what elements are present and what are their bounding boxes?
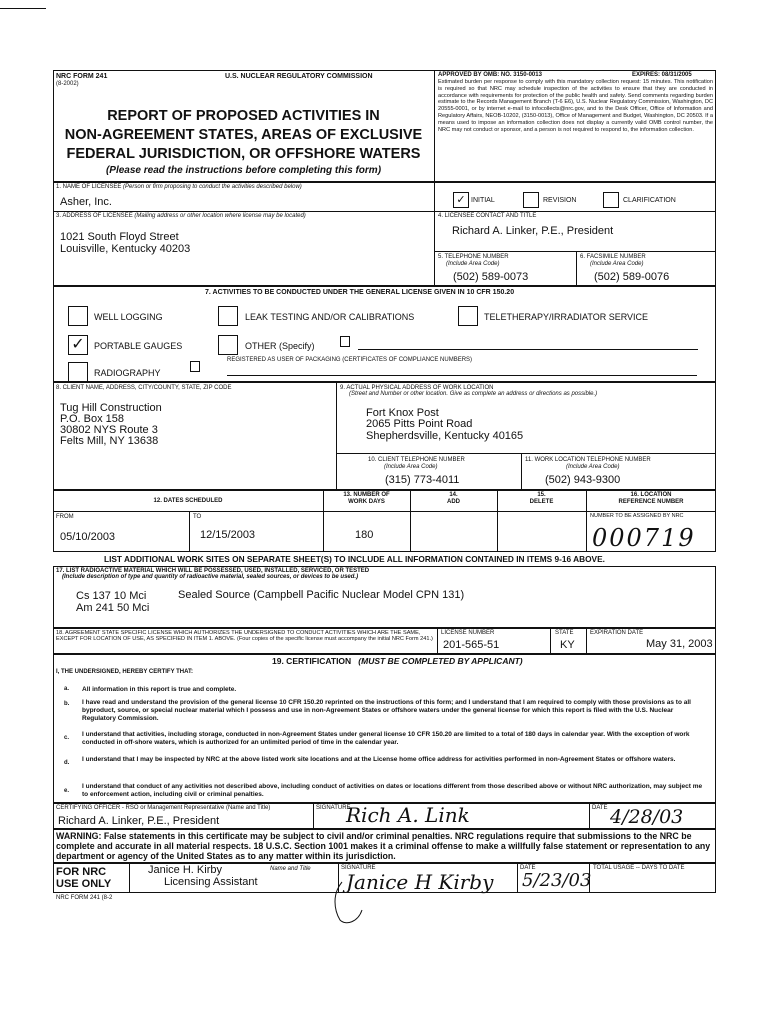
other-label: OTHER (Specify)	[245, 341, 315, 351]
radiography-small-box[interactable]	[190, 361, 200, 372]
rule	[336, 453, 716, 454]
to-date: 12/15/2003	[200, 529, 256, 541]
client-line-3: 30802 NYS Route 3	[60, 424, 158, 436]
rule	[53, 211, 434, 212]
ref-header-1: 16. LOCATION	[630, 492, 672, 498]
dates-header: 12. DATES SCHEDULED	[153, 498, 223, 504]
certification-title: 19. CERTIFICATION	[272, 656, 352, 666]
work-location-line-2: 2065 Pitts Point Road	[366, 418, 473, 430]
item-e-letter: e.	[64, 788, 70, 794]
signature-date-label: DATE	[592, 805, 608, 811]
client-phone-note: (Include Area Code)	[384, 464, 438, 470]
telephone-label: 5. TELEPHONE NUMBER	[438, 254, 509, 260]
nrc-use-label-2: USE ONLY	[56, 878, 112, 890]
omb-expires: EXPIRES: 08/31/2005	[632, 72, 692, 78]
portable-check-icon: ✓	[71, 336, 85, 353]
revision-label: REVISION	[543, 197, 577, 204]
agency-name: U.S. NUCLEAR REGULATORY COMMISSION	[225, 73, 373, 80]
portable-gauges-checkbox[interactable]	[68, 335, 88, 355]
applicant-signature: Rich A. Link	[346, 803, 470, 827]
license-number-label: LICENSE NUMBER	[441, 630, 495, 636]
rule	[521, 453, 522, 490]
rule	[434, 211, 716, 212]
licensee-label-note: (Person or firm proposing to conduct the activities described below)	[123, 184, 302, 190]
address-label-note: (Mailing address or other location where license may be located)	[134, 213, 306, 219]
total-usage-label: TOTAL USAGE -- DAYS TO DATE	[593, 865, 685, 871]
fax-note: (Include Area Code)	[590, 261, 644, 267]
client-line-1: Tug Hill Construction	[60, 402, 162, 414]
cert-item-e: I understand that conduct of any activities not described above, including conduct of activities on dates or locations different from those described above or without NRC authorization, may subject me to enforcement action, including civil or criminal penalties.	[82, 783, 703, 798]
client-phone-value: (315) 773-4011	[385, 474, 460, 486]
fax-value: (502) 589-0076	[594, 271, 670, 283]
days-header-1: 13. NUMBER OF	[343, 492, 390, 498]
item-c-letter: c.	[64, 735, 70, 741]
rule	[129, 863, 130, 893]
officer-label: CERTIFYING OFFICER - RSO or Management Representative (Name and Title)	[56, 805, 271, 811]
warning-text: WARNING: False statements in this certificate may be subject to civil and/or criminal penalties. NRC regulations require that submissions to the NRC be complete and accurate in all material respects. 18 U.S.C. Section 1001 makes it a criminal offense to make a willfully false statement or representation to any department or agency of the United States as to any matter within its jurisdiction.	[56, 831, 711, 861]
cert-item-c: I understand that activities, including storage, conducted in non-Agreement States under general license 10 CFR 150.20 are limited to a total of 180 days in calendar year. With the exception of work conducted in off-shore waters, which is authorized for an unlimited period of time in the calendar year.	[82, 731, 690, 746]
add-header-1: 14.	[449, 492, 458, 498]
form-title	[53, 107, 434, 164]
state-value: KY	[560, 639, 575, 651]
item-b-letter: b.	[64, 701, 70, 707]
additional-sites-note: LIST ADDITIONAL WORK SITES ON SEPARATE SHEET(S) TO INCLUDE ALL INFORMATION CONTAINED IN ITEMS 9-16 ABOVE.	[104, 554, 605, 564]
from-label: FROM	[56, 514, 74, 520]
telephone-value: (502) 589-0073	[453, 271, 529, 283]
clarification-label: CLARIFICATION	[623, 197, 676, 204]
registered-line[interactable]	[227, 375, 697, 376]
form-footer: NRC FORM 241 (8-2	[56, 895, 113, 901]
expiration-value: May 31, 2003	[646, 638, 713, 650]
rule	[589, 803, 590, 829]
ref-label: NUMBER TO BE ASSIGNED BY NRC	[590, 513, 684, 519]
omb-burden-text: Estimated burden per response to comply with this mandatory collection request: 15 minutes. This notification is required so that NRC may schedule inspection of the activities to ensure that they are conducted in accordance with requirements for protection of the public health and safety. Send comments regarding burden estimate to the Records Management Branch (T-6 E6), U.S. Nuclear Regulatory Commission, Washington, DC 20555-0001, or by internet e-mail to infocollects@nrc.gov, and to the Desk Officer, Office of Information and Regulatory Affairs, NEOB-10202, (3150-0013), Office of Management and Budget, Washington, DC 20503. If a means used to impose an information collection does not display a currently valid OMB control number, the NRC may not conduct or sponsor, and a person is not required to respond to, the information collection.	[438, 79, 713, 133]
rule	[434, 251, 716, 252]
signature-label: SIGNATURE	[316, 805, 351, 811]
agreement-label: 18. AGREEMENT STATE SPECIFIC LICENSE WHICH AUTHORIZES THE UNDERSIGNED TO CONDUCT ACTIVITIES WHICH ARE THE SAME, EXCEPT FOR LOCATION OF USE, AS SPECIFIED IN ITEM 1. ABOVE. (Four copies of the specific license must accompany the initial NRC Form 241.)	[56, 630, 433, 643]
work-phone-value: (502) 943-9300	[545, 474, 621, 486]
delete-header-1: 15.	[537, 492, 546, 498]
nrc-use-label	[56, 866, 111, 890]
title-line-1: REPORT OF PROPOSED ACTIVITIES IN	[107, 108, 380, 124]
licensee-divider	[434, 182, 435, 286]
form-number: NRC FORM 241	[56, 73, 108, 80]
nrc-signature-label: SIGNATURE	[341, 865, 376, 871]
form-revision: (8-2002)	[56, 81, 79, 87]
item-a-letter: a.	[64, 686, 70, 692]
rule	[576, 251, 577, 286]
to-label: TO	[193, 514, 202, 520]
leak-testing-label: LEAK TESTING AND/OR CALIBRATIONS	[245, 312, 415, 322]
revision-checkbox[interactable]	[523, 192, 539, 208]
ref-header-2: REFERENCE NUMBER	[618, 499, 684, 505]
add-header-2: ADD	[447, 499, 460, 505]
nrc-use-label-1: FOR NRC	[56, 866, 107, 878]
nrc-date-value: 5/23/03	[522, 870, 592, 891]
title-line-2: NON-AGREEMENT STATES, AREAS OF EXCLUSIVE	[64, 127, 423, 143]
other-small-box[interactable]	[340, 336, 350, 347]
nrc-name-value: Janice H. Kirby	[148, 864, 222, 876]
certification-intro: I, THE UNDERSIGNED, HEREBY CERTIFY THAT:	[56, 669, 194, 675]
rule	[53, 511, 716, 512]
nrc-signature: Janice H Kirby	[346, 870, 494, 894]
materials-label: 17. LIST RADIOACTIVE MATERIAL WHICH WILL BE POSSESSED, USED, INSTALLED, SERVICED, OR TESTED	[56, 568, 370, 574]
nrc-title-value: Licensing Assistant	[164, 876, 258, 888]
work-location-label: 9. ACTUAL PHYSICAL ADDRESS OF WORK LOCATION	[340, 385, 494, 391]
rule	[313, 803, 314, 829]
officer-value: Richard A. Linker, P.E., President	[58, 815, 220, 827]
address-label	[56, 213, 306, 220]
work-phone-note: (Include Area Code)	[566, 464, 620, 470]
well-logging-label: WELL LOGGING	[94, 312, 163, 322]
well-logging-checkbox[interactable]	[68, 306, 88, 326]
cert-item-d: I understand that I may be inspected by NRC at the above listed work site locations and at the License home office address for activities performed in non-Agreement States or offshore waters.	[82, 756, 676, 763]
days-header-2: WORK DAYS	[348, 499, 385, 505]
teletherapy-checkbox[interactable]	[458, 306, 478, 326]
address-line-1: 1021 South Floyd Street	[60, 231, 179, 243]
contact-value: Richard A. Linker, P.E., President	[452, 225, 614, 237]
omb-approved: APPROVED BY OMB: NO. 3150-0013	[438, 72, 542, 78]
initial-label: INITIAL	[471, 197, 495, 204]
certification-note: (MUST BE COMPLETED BY APPLICANT)	[358, 656, 523, 666]
rule	[586, 628, 587, 654]
client-line-4: Felts Mill, NY 13638	[60, 435, 159, 447]
work-location-line-3: Shepherdsville, Kentucky 40165	[366, 430, 524, 442]
material-line-2: Am 241 50 Mci	[76, 602, 150, 614]
ref-number: 000719	[592, 524, 696, 552]
rule	[189, 511, 190, 552]
nrc-name-label: Name and Title	[270, 866, 311, 872]
address-line-2: Louisville, Kentucky 40203	[60, 243, 191, 255]
rule	[550, 628, 551, 654]
cert-item-a: All information in this report is true and complete.	[82, 686, 237, 693]
initial-check-icon: ✓	[456, 194, 466, 206]
signature-date-value: 4/28/03	[610, 806, 684, 828]
leak-testing-checkbox[interactable]	[218, 306, 238, 326]
rule	[336, 382, 337, 490]
certification-section	[53, 654, 716, 803]
certification-header	[272, 657, 523, 665]
cert-item-b: I have read and understand the provision of the general license 10 CFR 150.20 reprinted on the instructions of this form; and I understand that I am required to comply with those provisions as to all byproduct, source, or special nuclear material which I possess and use in non-Agreement States or offshore waters under the general license for which this report is filed with the U.S. Nuclear Regulatory Commission.	[82, 699, 691, 722]
teletherapy-label: TELETHERAPY/IRRADIATOR SERVICE	[484, 312, 649, 322]
state-label: STATE	[555, 630, 574, 636]
material-line-1: Cs 137 10 Mci	[76, 590, 147, 602]
address-label-text: 3. ADDRESS OF LICENSEE	[56, 213, 133, 219]
other-specify-line[interactable]	[358, 349, 698, 350]
initial-checkbox[interactable]	[453, 192, 469, 208]
header-divider	[434, 70, 435, 182]
license-number-value: 201-565-51	[443, 639, 500, 651]
fax-label: 6. FACSIMILE NUMBER	[580, 254, 646, 260]
expiration-label: EXPIRATION DATE	[590, 630, 644, 636]
materials-note: (Include description of type and quantity of radioactive material, sealed sources, or devices to be used.)	[62, 574, 359, 580]
delete-header-2: DELETE	[529, 499, 554, 505]
from-date: 05/10/2003	[60, 531, 116, 543]
clarification-checkbox[interactable]	[603, 192, 619, 208]
work-location-note: (Street and Number or other location. Give as complete an address or directions as possible.)	[349, 391, 598, 397]
work-phone-label: 11. WORK LOCATION TELEPHONE NUMBER	[525, 457, 651, 463]
contact-label: 4. LICENSEE CONTACT AND TITLE	[438, 213, 537, 219]
client-phone-label: 10. CLIENT TELEPHONE NUMBER	[368, 457, 465, 463]
item-d-letter: d.	[64, 760, 70, 766]
licensee-label	[56, 184, 302, 191]
top-mark	[0, 8, 46, 9]
licensee-name: Asher, Inc.	[60, 196, 112, 208]
rule	[517, 863, 518, 893]
nrc-date-label: DATE	[520, 865, 536, 871]
other-checkbox[interactable]	[218, 335, 238, 355]
work-days-value: 180	[355, 529, 374, 541]
activities-header: 7. ACTIVITIES TO BE CONDUCTED UNDER THE GENERAL LICENSE GIVEN IN 10 CFR 150.20	[205, 289, 515, 296]
licensee-label-text: 1. NAME OF LICENSEE	[56, 184, 122, 190]
title-line-3: FEDERAL JURISDICTION, OR OFFSHORE WATERS	[66, 146, 421, 162]
client-line-2: P.O. Box 158	[60, 413, 125, 425]
rule	[437, 628, 438, 654]
registered-label: REGISTERED AS USER OF PACKAGING (CERTIFICATES OF COMPLIANCE NUMBERS)	[227, 357, 473, 363]
radiography-checkbox[interactable]	[68, 362, 88, 382]
portable-gauges-label: PORTABLE GAUGES	[94, 341, 183, 351]
radiography-label: RADIOGRAPHY	[94, 368, 161, 378]
signature-flourish	[328, 880, 368, 926]
instructions-note: (Please read the instructions before completing this form)	[105, 165, 382, 176]
telephone-note: (Include Area Code)	[446, 261, 500, 267]
material-description: Sealed Source (Campbell Pacific Nuclear Model CPN 131)	[178, 589, 465, 601]
client-label: 8. CLIENT NAME, ADDRESS, CITY/COUNTY, STATE, ZIP CODE	[56, 385, 232, 391]
work-location-line-1: Fort Knox Post	[366, 407, 439, 419]
